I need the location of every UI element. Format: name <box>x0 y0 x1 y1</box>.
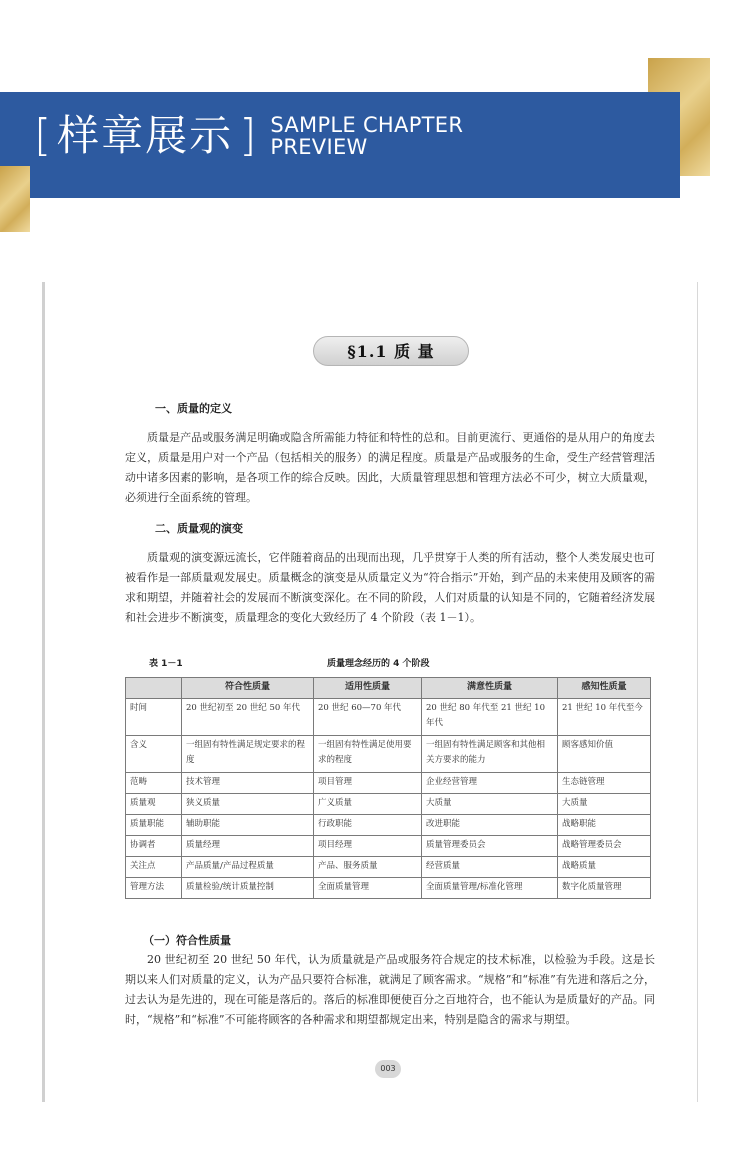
paragraph-definition <box>125 428 655 508</box>
table-cell: 管理方法 <box>126 878 182 899</box>
table-cell: 含义 <box>126 736 182 773</box>
table-cell: 20 世纪 60—70 年代 <box>314 699 422 736</box>
table-cell: 关注点 <box>126 857 182 878</box>
paragraph-definition-text: 质量是产品或服务满足明确或隐含所需能力特征和特性的总和。目前更流行、更通俗的是从用户的角度去定义，质量是用户对一个产品（包括相关的服务）的满足程度。质量是产品或服务的生命，受生产经营管理活动中诸多因素的影响，是各项工作的综合反映。因此，大质量管理思想和管理方法必不可少，树立大质量观，必须进行全面系统的管理。 <box>125 431 655 504</box>
gold-decoration-left <box>0 166 30 232</box>
table-row <box>126 699 651 736</box>
table-cell: 一组固有特性满足规定要求的程度 <box>182 736 314 773</box>
table-row <box>126 794 651 815</box>
table-row <box>126 836 651 857</box>
table-cell: 技术管理 <box>182 773 314 794</box>
table-cell: 质量管理委员会 <box>422 836 558 857</box>
table-cell: 项目管理 <box>314 773 422 794</box>
table-cell: 顾客感知价值 <box>558 736 651 773</box>
paragraph-evolution <box>125 548 655 628</box>
table-cell: 经营质量 <box>422 857 558 878</box>
table-row <box>126 736 651 773</box>
table-cell: 质量职能 <box>126 815 182 836</box>
table-header-cell: 满意性质量 <box>422 678 558 699</box>
table-cell: 大质量 <box>422 794 558 815</box>
table-cell: 大质量 <box>558 794 651 815</box>
table-cell: 时间 <box>126 699 182 736</box>
banner-title-en-line2: PREVIEW <box>270 135 368 159</box>
table-cell: 一组固有特性满足顾客和其他相关方要求的能力 <box>422 736 558 773</box>
paragraph-conformance <box>125 950 655 1030</box>
heading-definition: 一、质量的定义 <box>155 402 232 415</box>
table-row <box>126 773 651 794</box>
table-cell: 质量经理 <box>182 836 314 857</box>
table-cell: 产品、服务质量 <box>314 857 422 878</box>
table-cell: 范畴 <box>126 773 182 794</box>
table-cell: 战略职能 <box>558 815 651 836</box>
table-cell: 20 世纪初至 20 世纪 50 年代 <box>182 699 314 736</box>
table-cell: 狭义质量 <box>182 794 314 815</box>
table-cell: 广义质量 <box>314 794 422 815</box>
table-cell: 21 世纪 10 年代至今 <box>558 699 651 736</box>
table-cell: 战略质量 <box>558 857 651 878</box>
table-cell: 一组固有特性满足使用要求的程度 <box>314 736 422 773</box>
bracket-close: ] <box>239 110 257 161</box>
section-title: §1.1 质 量 <box>313 336 469 366</box>
table-title: 质量理念经历的 4 个阶段 <box>327 659 430 669</box>
table-cell: 全面质量管理 <box>314 878 422 899</box>
table-cell: 协调者 <box>126 836 182 857</box>
table-row <box>126 857 651 878</box>
heading-evolution: 二、质量观的演变 <box>155 522 243 535</box>
table-header-cell: 适用性质量 <box>314 678 422 699</box>
table-row <box>126 878 651 899</box>
table-header-cell: 感知性质量 <box>558 678 651 699</box>
table-cell: 改进职能 <box>422 815 558 836</box>
table-cell: 产品质量/产品过程质量 <box>182 857 314 878</box>
banner-title-cn: 样章展示 <box>57 111 234 160</box>
heading-conformance: （一）符合性质量 <box>143 934 231 947</box>
banner-title-group <box>34 110 464 161</box>
paragraph-conformance-text: 20 世纪初至 20 世纪 50 年代，认为质量就是产品或服务符合规定的技术标准，以检验为手段。这是长期以来人们对质量的定义，认为产品只要符合标准，就满足了顾客需求。“规格”和“标准”有先进和落后之分，过去认为是先进的，现在可能是落后的。落后的标准即便使百分之百地符合，也不能认为是质量好的产品。同时，“规格”和“标准”不可能将顾客的各种需求和期望都规定出来，特别是隐含的需求与期望。 <box>125 953 655 1026</box>
banner-title-en-line1: SAMPLE CHAPTER <box>270 113 464 137</box>
table-label: 表 1－1 <box>149 659 183 669</box>
table-cell: 质量观 <box>126 794 182 815</box>
table-cell: 数字化质量管理 <box>558 878 651 899</box>
table-cell: 战略管理委员会 <box>558 836 651 857</box>
header-banner <box>0 92 680 198</box>
table-cell: 项目经理 <box>314 836 422 857</box>
banner-title-en <box>270 114 463 158</box>
book-page <box>42 282 698 1102</box>
table-header-cell: 符合性质量 <box>182 678 314 699</box>
table-header-cell <box>126 678 182 699</box>
table-row <box>126 815 651 836</box>
table-cell: 质量检验/统计质量控制 <box>182 878 314 899</box>
table-cell: 20 世纪 80 年代至 21 世纪 10 年代 <box>422 699 558 736</box>
table-cell: 生态链管理 <box>558 773 651 794</box>
table-header-row <box>126 678 651 699</box>
quality-stages-table <box>125 677 651 899</box>
table-cell: 行政职能 <box>314 815 422 836</box>
table-cell: 全面质量管理/标准化管理 <box>422 878 558 899</box>
page-number: 003 <box>375 1060 401 1078</box>
paragraph-evolution-text: 质量观的演变源远流长，它伴随着商品的出现而出现，几乎贯穿于人类的所有活动，整个人类发展史也可被看作是一部质量观发展史。质量概念的演变是从质量定义为“符合指示”开始，到产品的未来使用及顾客的需求和期望，并随着社会的发展而不断演变深化。在不同的阶段，人们对质量的认知是不同的，它随着经济发展和社会进步不断演变，质量理念的变化大致经历了 4 个阶段（表 1－1）。 <box>125 551 655 624</box>
bracket-open: [ <box>34 110 52 161</box>
table-cell: 企业经营管理 <box>422 773 558 794</box>
table-cell: 辅助职能 <box>182 815 314 836</box>
